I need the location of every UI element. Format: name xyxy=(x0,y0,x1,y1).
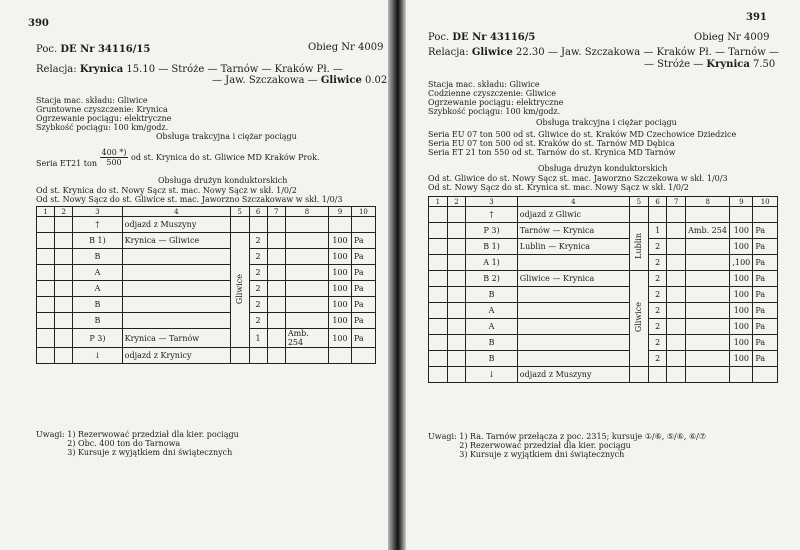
cell-c8 xyxy=(686,303,730,319)
cell-empty xyxy=(667,255,686,271)
cell-empty xyxy=(429,207,448,223)
table-row xyxy=(429,239,778,255)
cell-c9: 100 xyxy=(730,287,753,303)
cell-c10: Pa xyxy=(351,265,375,281)
cell-c6: 2 xyxy=(648,335,667,351)
cell-empty xyxy=(429,287,448,303)
cell-empty xyxy=(447,271,466,287)
cell-c4 xyxy=(517,351,629,367)
cell-empty xyxy=(37,329,55,348)
cell-c3: ↓ xyxy=(73,348,122,364)
cell-c3: P 3) xyxy=(466,223,518,239)
cell-c4 xyxy=(517,319,629,335)
cell-c8 xyxy=(285,313,328,329)
cell-empty xyxy=(55,265,73,281)
cell-c8 xyxy=(686,271,730,287)
cell-c3: A xyxy=(73,281,122,297)
cell-c6 xyxy=(648,207,667,223)
cell-empty xyxy=(429,319,448,335)
cell-c8 xyxy=(686,255,730,271)
cell-c8: Amb. 254 xyxy=(686,223,730,239)
cell-c6: 2 xyxy=(648,255,667,271)
cell-c10: Pa xyxy=(351,313,375,329)
table-row xyxy=(37,233,376,249)
cell-c3: † xyxy=(73,217,122,233)
cell-empty xyxy=(267,281,285,297)
cell-c3: B xyxy=(466,351,518,367)
vertical-station-cell xyxy=(629,271,648,367)
cell-c8 xyxy=(686,287,730,303)
cell-c3: A xyxy=(466,319,518,335)
cell-c4: Lublin — Krynica xyxy=(517,239,629,255)
cell-c3: B xyxy=(466,335,518,351)
obieg-number: Obieg Nr 4009 xyxy=(308,42,384,53)
cell-empty xyxy=(55,233,73,249)
train-info: Stacja mac. składu: Gliwice Codzienne czyszczenie: Gliwice Ogrzewanie pociągu: elektryczne Szybkość pociągu: 100 km/godz. xyxy=(428,80,564,116)
cell-c6: 1 xyxy=(648,223,667,239)
cell-c9: 100 xyxy=(329,297,352,313)
cell-c8 xyxy=(285,217,328,233)
vertical-station-label: Gliwice xyxy=(634,302,644,333)
cell-c3: A xyxy=(466,303,518,319)
table-row xyxy=(429,335,778,351)
cell-c10: Pa xyxy=(351,281,375,297)
cell-c3: A xyxy=(73,265,122,281)
relacja-line-1: Relacja: Gliwice 22.30 — Jaw. Szczakowa — Kraków Pł. — Tarnów — xyxy=(428,47,779,58)
table-row xyxy=(429,207,778,223)
cell-c9: 100 xyxy=(730,223,753,239)
cell-c10: Pa xyxy=(753,319,778,335)
cell-empty xyxy=(55,281,73,297)
cell-empty xyxy=(267,217,285,233)
cell-empty xyxy=(37,348,55,364)
cell-empty xyxy=(230,217,249,233)
table-row xyxy=(429,271,778,287)
page-number: 391 xyxy=(746,12,767,23)
cell-c10: Pa xyxy=(351,329,375,348)
cell-empty xyxy=(629,207,648,223)
table-row xyxy=(37,265,376,281)
relacja-line-1: Relacja: Krynica 15.10 — Stróże — Tarnów — Kraków Pł. — xyxy=(36,64,344,75)
cell-c9: 100 xyxy=(730,271,753,287)
cell-c10: Pa xyxy=(753,223,778,239)
cell-c10: Pa xyxy=(351,297,375,313)
cell-empty xyxy=(667,319,686,335)
cell-c9: 100 xyxy=(730,351,753,367)
left-page xyxy=(0,0,388,550)
cell-empty xyxy=(37,265,55,281)
obieg-number: Obieg Nr 4009 xyxy=(694,32,770,43)
cell-empty xyxy=(667,239,686,255)
cell-empty xyxy=(37,217,55,233)
notes: Uwagi: 1) Rezerwować przedział dla kier. pociągu 2) Obc. 400 ton do Tarnowa 3) Kursuje z wyjątkiem dni świątecznych xyxy=(36,430,239,457)
cell-c8 xyxy=(686,335,730,351)
table-row xyxy=(37,217,376,233)
cell-empty xyxy=(667,351,686,367)
page-number: 390 xyxy=(28,18,49,29)
cell-empty xyxy=(447,351,466,367)
table-row xyxy=(429,319,778,335)
cell-empty xyxy=(447,223,466,239)
cell-empty xyxy=(667,335,686,351)
cell-empty xyxy=(267,233,285,249)
cell-c9: 100 xyxy=(730,303,753,319)
cell-c9 xyxy=(329,217,352,233)
cell-c8 xyxy=(285,348,328,364)
cell-empty xyxy=(667,287,686,303)
cell-c6: 2 xyxy=(249,249,267,265)
cell-c10: Pa xyxy=(753,351,778,367)
crew-list: Od st. Gliwice do st. Nowy Sącz st. mac. Jaworzno Szczekowa w skł. 1/0/3 Od st. Nowy Sącz do st. Krynica st. mac. Nowy Sącz w skł. 1/0/2 xyxy=(428,174,728,192)
crew-heading: Obsługa drużyn konduktorskich xyxy=(158,176,288,185)
cell-empty xyxy=(667,367,686,383)
cell-empty xyxy=(447,255,466,271)
cell-c6: 2 xyxy=(648,271,667,287)
cell-c8 xyxy=(285,265,328,281)
cell-empty xyxy=(37,249,55,265)
cell-empty xyxy=(55,313,73,329)
train-info: Stacja mac. składu: Gliwice Gruntowne czyszczenie: Krynica Ogrzewanie pociągu: elektryczne Szybkość pociągu: 100 km/godz. xyxy=(36,96,172,132)
cell-c4: Gliwice — Krynica xyxy=(517,271,629,287)
cell-c4: Krynica — Tarnów xyxy=(122,329,230,348)
cell-c6: 2 xyxy=(648,351,667,367)
cell-c10: Pa xyxy=(753,303,778,319)
table-header-row: 1 2 3 4 5 6 7 8 9 10 xyxy=(37,207,376,217)
cell-c9: 100 xyxy=(730,319,753,335)
table-row xyxy=(37,249,376,265)
cell-c4: odjazd z Muszyny xyxy=(517,367,629,383)
cell-empty xyxy=(447,303,466,319)
cell-c3: P 3) xyxy=(73,329,122,348)
traction-list: Seria EU 07 ton 500 od st. Gliwice do st. Kraków MD Czechowice Dziedzice Seria EU 07 ton 500 od st. Kraków do st. Tarnów MD Dębica Seria ET 21 ton 550 od st. Tarnów do st. Krynica MD Tarnów xyxy=(428,130,737,157)
vertical-station-label: Lublin xyxy=(634,232,644,259)
cell-empty xyxy=(267,297,285,313)
cell-c3: ↓ xyxy=(466,367,518,383)
table-row xyxy=(37,348,376,364)
cell-c10 xyxy=(351,217,375,233)
cell-empty xyxy=(37,281,55,297)
cell-c4: odjazd z Muszyny xyxy=(122,217,230,233)
cell-c4: Tarnów — Krynica xyxy=(517,223,629,239)
cell-c6 xyxy=(648,367,667,383)
cell-c10: Pa xyxy=(351,233,375,249)
table-row xyxy=(429,367,778,383)
cell-c8: Amb. 254 xyxy=(285,329,328,348)
table-row xyxy=(429,255,778,271)
cell-c3: B xyxy=(73,249,122,265)
relacja-line-2: — Jaw. Szczakowa — Gliwice 0.02 xyxy=(212,75,388,86)
cell-c4 xyxy=(517,255,629,271)
cell-empty xyxy=(667,223,686,239)
cell-c6 xyxy=(249,348,267,364)
vertical-station-cell xyxy=(230,233,249,348)
cell-c4 xyxy=(517,303,629,319)
cell-empty xyxy=(429,239,448,255)
cell-empty xyxy=(55,348,73,364)
cell-c9: ,100 xyxy=(730,255,753,271)
table-row xyxy=(429,223,778,239)
cell-empty xyxy=(267,313,285,329)
cell-empty xyxy=(429,335,448,351)
cell-c4: odjazd z Gliwic xyxy=(517,207,629,223)
cell-empty xyxy=(447,319,466,335)
table-header-row: 1 2 3 4 5 6 7 8 9 10 xyxy=(429,197,778,207)
cell-c4 xyxy=(122,265,230,281)
cell-c9: 100 xyxy=(329,265,352,281)
cell-empty xyxy=(667,271,686,287)
cell-c10 xyxy=(753,207,778,223)
cell-empty xyxy=(267,249,285,265)
cell-empty xyxy=(267,329,285,348)
cell-empty xyxy=(429,303,448,319)
cell-c8 xyxy=(285,281,328,297)
relacja-line-2: — Stróże — Krynica 7.50 xyxy=(644,59,776,70)
cell-c9: 100 xyxy=(329,329,352,348)
cell-c10: Pa xyxy=(753,239,778,255)
cell-c9: 100 xyxy=(730,335,753,351)
cell-empty xyxy=(429,223,448,239)
cell-c3: B 1) xyxy=(466,239,518,255)
cell-empty xyxy=(267,265,285,281)
table-row xyxy=(37,281,376,297)
cell-empty xyxy=(429,255,448,271)
cell-empty xyxy=(667,207,686,223)
cell-c9: 100 xyxy=(329,281,352,297)
vertical-station-label: Gliwice xyxy=(235,273,245,305)
cell-empty xyxy=(55,217,73,233)
cell-empty xyxy=(267,348,285,364)
cell-empty xyxy=(667,303,686,319)
cell-c8 xyxy=(686,351,730,367)
consist-table xyxy=(428,196,778,383)
cell-c10: Pa xyxy=(753,287,778,303)
cell-empty xyxy=(447,239,466,255)
cell-c8 xyxy=(686,207,730,223)
consist-table xyxy=(36,206,376,364)
crew-list: Od st. Krynica do st. Nowy Sącz st. mac. Nowy Sącz w skł. 1/0/2 Od st. Nowy Sącz do st. Gliwice st. mac. Jaworzno Szczakowaw w skł. 1/0/3 xyxy=(36,186,343,204)
cell-c8 xyxy=(285,297,328,313)
cell-empty xyxy=(37,313,55,329)
cell-c4 xyxy=(122,249,230,265)
cell-c6: 2 xyxy=(249,281,267,297)
traction-line: Seria ET21 ton $\frac{400 *)}{500}$ od st. Krynica do st. Gliwice MD Kraków Prok. xyxy=(36,148,320,168)
cell-c4 xyxy=(517,335,629,351)
cell-empty xyxy=(55,297,73,313)
cell-c10: Pa xyxy=(753,335,778,351)
cell-c3: B xyxy=(73,313,122,329)
cell-empty xyxy=(37,233,55,249)
cell-empty xyxy=(429,367,448,383)
cell-c4: Krynica — Gliwice xyxy=(122,233,230,249)
cell-c6 xyxy=(249,217,267,233)
cell-c10: Pa xyxy=(351,249,375,265)
cell-c9 xyxy=(730,367,753,383)
cell-c3: B xyxy=(73,297,122,313)
cell-c3: B 1) xyxy=(73,233,122,249)
cell-c6: 2 xyxy=(648,303,667,319)
book-gutter xyxy=(388,0,406,550)
right-page xyxy=(406,0,800,550)
cell-c6: 2 xyxy=(648,287,667,303)
cell-c6: 1 xyxy=(249,329,267,348)
traction-heading: Obsługa trakcyjna i ciężar pociągu xyxy=(536,118,677,127)
cell-c3: B 2) xyxy=(466,271,518,287)
cell-c6: 2 xyxy=(648,239,667,255)
cell-c8 xyxy=(686,239,730,255)
cell-c3: † xyxy=(466,207,518,223)
cell-c6: 2 xyxy=(249,297,267,313)
cell-c3: B xyxy=(466,287,518,303)
vertical-station-cell xyxy=(629,223,648,271)
cell-c9: 100 xyxy=(329,249,352,265)
cell-empty xyxy=(230,348,249,364)
cell-empty xyxy=(447,335,466,351)
cell-c8 xyxy=(686,319,730,335)
train-number: Poc. DE Nr 34116/15 xyxy=(36,44,151,55)
notes: Uwagi: 1) Ra. Tarnów przełącza z poc. 2315; kursuje ①/⑥, ⑤/⑥, ⑥/⑦ 2) Rezerwować przedział dla kier. pociągu 3) Kursuje z wyjątkiem dni świątecznych xyxy=(428,432,707,459)
traction-heading: Obsługa trakcyjna i ciężar pociągu xyxy=(156,132,297,141)
table-row xyxy=(37,313,376,329)
cell-c10 xyxy=(351,348,375,364)
cell-c6: 2 xyxy=(249,233,267,249)
table-row xyxy=(429,287,778,303)
cell-empty xyxy=(55,329,73,348)
cell-c8 xyxy=(285,249,328,265)
cell-c10: Pa xyxy=(753,255,778,271)
cell-empty xyxy=(429,271,448,287)
cell-empty xyxy=(429,351,448,367)
cell-c9: 100 xyxy=(329,233,352,249)
cell-c4: odjazd z Krynicy xyxy=(122,348,230,364)
cell-empty xyxy=(447,207,466,223)
cell-empty xyxy=(37,297,55,313)
table-row xyxy=(429,303,778,319)
cell-c4 xyxy=(122,313,230,329)
table-row xyxy=(429,351,778,367)
cell-c8 xyxy=(686,367,730,383)
cell-c6: 2 xyxy=(249,265,267,281)
cell-c9 xyxy=(730,207,753,223)
table-row xyxy=(37,329,376,348)
cell-c8 xyxy=(285,233,328,249)
cell-c4 xyxy=(517,287,629,303)
cell-c9: 100 xyxy=(329,313,352,329)
cell-empty xyxy=(55,249,73,265)
cell-c10: Pa xyxy=(753,271,778,287)
cell-c4 xyxy=(122,297,230,313)
crew-heading: Obsługa drużyn konduktorskich xyxy=(538,164,668,173)
cell-c6: 2 xyxy=(648,319,667,335)
cell-c10 xyxy=(753,367,778,383)
cell-empty xyxy=(447,287,466,303)
cell-empty xyxy=(447,367,466,383)
cell-c3: A 1) xyxy=(466,255,518,271)
cell-c6: 2 xyxy=(249,313,267,329)
cell-empty xyxy=(629,367,648,383)
cell-c9: 100 xyxy=(730,239,753,255)
cell-c4 xyxy=(122,281,230,297)
cell-c9 xyxy=(329,348,352,364)
train-number: Poc. DE Nr 43116/5 xyxy=(428,32,536,43)
table-row xyxy=(37,297,376,313)
